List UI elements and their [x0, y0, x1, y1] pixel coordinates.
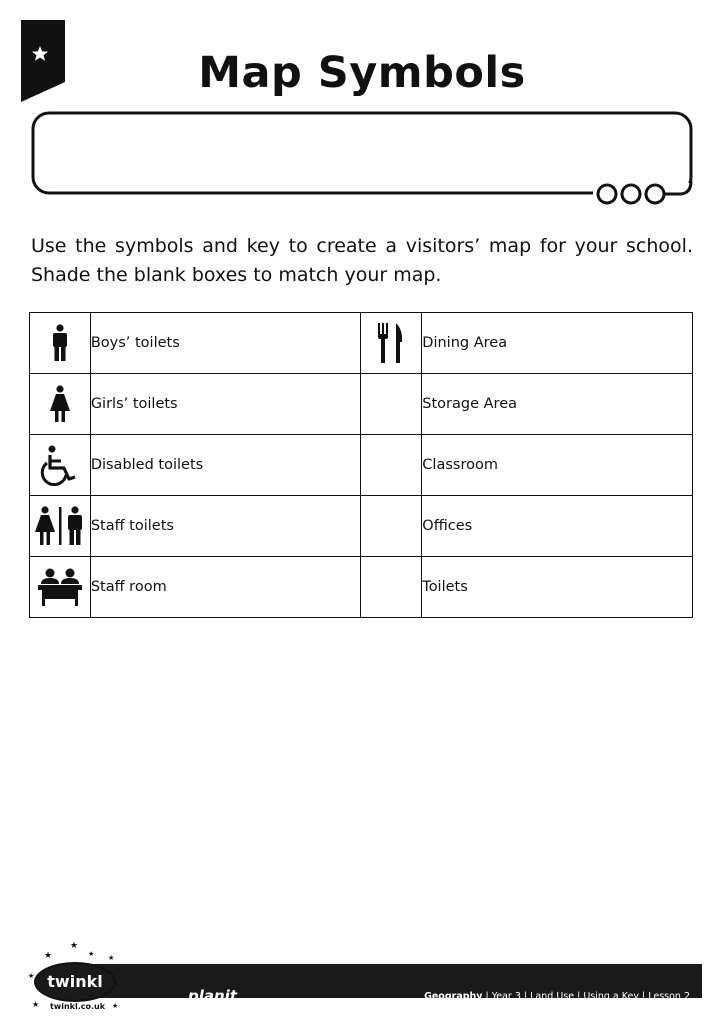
blank-symbol-cell[interactable]: [361, 374, 422, 435]
star-icon: ★: [28, 972, 35, 980]
icon-cell: [30, 374, 91, 435]
wheelchair-icon: [39, 444, 81, 486]
lesson-breadcrumb: [424, 991, 690, 1002]
twinkl-logo: twinkl: [34, 962, 116, 1002]
blank-symbol-cell[interactable]: [361, 557, 422, 618]
table-row: [30, 374, 693, 435]
key-label: Classroom: [422, 435, 693, 496]
blank-symbol-cell[interactable]: [361, 496, 422, 557]
page-title: Map Symbols: [198, 48, 526, 98]
icon-cell: [30, 313, 91, 374]
subject-label: Geography: [424, 991, 483, 1002]
star-icon: ★: [108, 954, 115, 962]
map-key-table: [29, 312, 693, 618]
key-label: Girls’ toilets: [90, 374, 361, 435]
dining-cutlery-icon: [376, 322, 406, 364]
key-label: Staff room: [90, 557, 361, 618]
instructions: [31, 232, 693, 290]
name-box: [31, 111, 693, 206]
planit-logo: planit: [188, 987, 237, 1005]
star-icon: ★: [112, 1002, 119, 1010]
star-icon: ★: [32, 1000, 40, 1009]
key-label: Storage Area: [422, 374, 693, 435]
key-label: Boys’ toilets: [90, 313, 361, 374]
staff-toilets-icon: [33, 505, 87, 547]
key-label: Dining Area: [422, 313, 693, 374]
footer: [24, 941, 704, 1018]
key-label: Staff toilets: [90, 496, 361, 557]
icon-cell: [30, 557, 91, 618]
icon-cell: [361, 313, 422, 374]
decor-circle: [598, 185, 616, 203]
blank-symbol-cell[interactable]: [361, 435, 422, 496]
instruction-line-2: Shade the blank boxes to match your map.: [31, 264, 442, 286]
icon-cell: [30, 496, 91, 557]
instruction-line-1: Use the symbols and key to create a visitors’ map for your school.: [31, 235, 693, 257]
table-row: [30, 313, 693, 374]
twinkl-url: twinkl.co.uk: [50, 1002, 106, 1011]
star-icon: ★: [44, 951, 53, 961]
key-label: Disabled toilets: [90, 435, 361, 496]
decor-circle: [622, 185, 640, 203]
staff-room-icon: [37, 567, 83, 607]
table-row: [30, 496, 693, 557]
star-icon: ★: [88, 950, 95, 958]
breadcrumb-rest: | Year 3 | Land Use | Using a Key | Lesson 2: [482, 991, 690, 1002]
footer-bar: [84, 964, 702, 1005]
key-label: Offices: [422, 496, 693, 557]
star-icon: ★: [70, 941, 79, 951]
key-label: Toilets: [422, 557, 693, 618]
boys-toilet-icon: [49, 324, 71, 362]
icon-cell: [30, 435, 91, 496]
girls-toilet-icon: [48, 385, 72, 423]
table-row: [30, 557, 693, 618]
table-row: [30, 435, 693, 496]
decor-circle: [646, 185, 664, 203]
